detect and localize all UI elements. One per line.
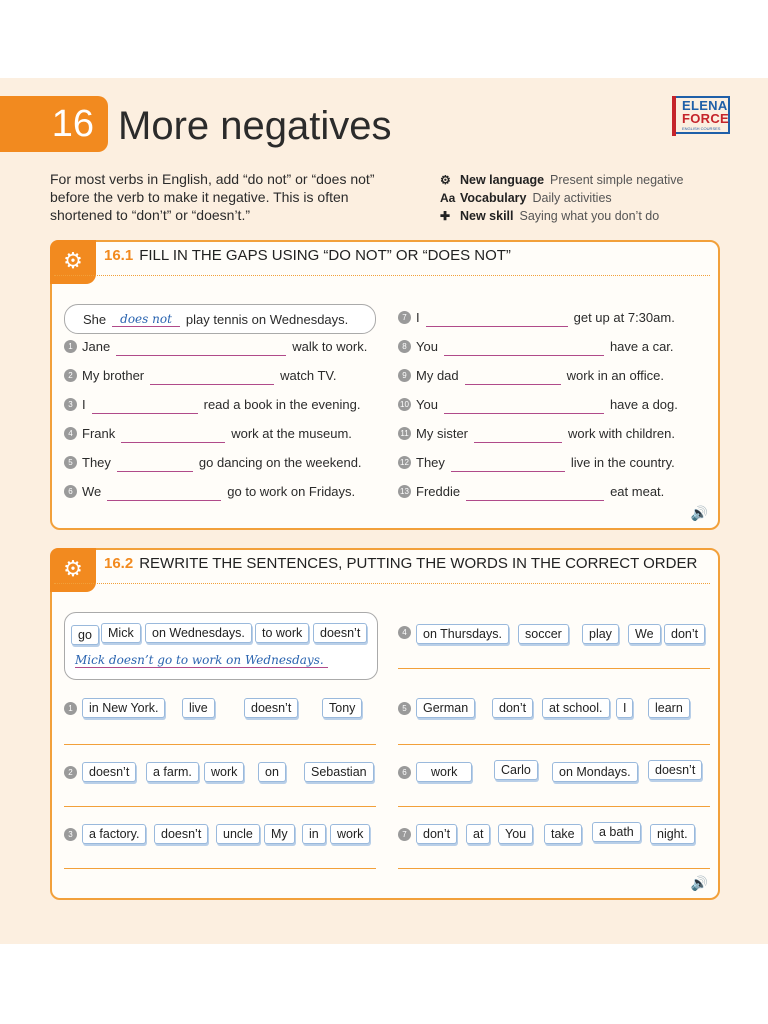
word-tile: play xyxy=(582,624,619,644)
exercise-number: 16.1 xyxy=(104,247,134,264)
item-subject: You xyxy=(416,339,438,354)
speaker-icon[interactable]: 🔊 xyxy=(690,505,708,521)
answer-gap[interactable] xyxy=(474,429,562,443)
item-rest: get up at 7:30am. xyxy=(573,310,675,325)
item-rest: have a dog. xyxy=(609,397,678,412)
info-new-skill xyxy=(440,208,659,224)
example-answer: does not xyxy=(112,312,180,327)
answer-line[interactable] xyxy=(398,744,710,745)
word-tile: live xyxy=(182,698,215,718)
word-tile: soccer xyxy=(518,624,569,644)
item-number-badge: 4 xyxy=(398,626,411,639)
gap-item-1 xyxy=(64,338,367,356)
info-vocabulary xyxy=(440,190,612,206)
item-subject: My sister xyxy=(416,426,468,441)
exercise-title: REWRITE THE SENTENCES, PUTTING THE WORDS IN THE CORRECT ORDER xyxy=(139,555,698,572)
gap-item-6 xyxy=(64,483,355,501)
item-subject: Freddie xyxy=(416,484,461,499)
item-number-badge: 3 xyxy=(64,398,77,411)
example-answer: Mick doesn’t go to work on Wednesdays. xyxy=(75,653,328,668)
word-tile: don’t xyxy=(416,824,457,844)
puzzle-icon: ✚ xyxy=(440,209,451,223)
word-tile: work xyxy=(204,762,244,782)
exercise-number: 16.2 xyxy=(104,555,134,572)
info-value: Saying what you don’t do xyxy=(519,209,660,223)
item-number-badge: 11 xyxy=(398,427,411,440)
item-rest: have a car. xyxy=(609,339,674,354)
gap-item-10 xyxy=(398,396,678,414)
exercise-heading xyxy=(104,555,697,572)
word-tile: Tony xyxy=(322,698,362,718)
exercise-16-2-panel xyxy=(50,548,720,900)
answer-gap[interactable] xyxy=(150,371,274,385)
word-tile: a bath xyxy=(592,822,641,842)
item-subject: They xyxy=(82,455,111,470)
item-rest: go dancing on the weekend. xyxy=(198,455,362,470)
publisher-logo xyxy=(672,96,734,136)
example-sentence xyxy=(64,304,376,334)
item-number-badge: 9 xyxy=(398,369,411,382)
word-tile: in New York. xyxy=(82,698,165,718)
exercise-16-1-panel xyxy=(50,240,720,530)
gap-item-13 xyxy=(398,483,664,501)
answer-gap[interactable] xyxy=(107,487,221,501)
exercise-title: FILL IN THE GAPS USING “DO NOT” OR “DOES NOT” xyxy=(139,247,511,264)
info-new-language xyxy=(440,172,683,188)
item-number-badge: 1 xyxy=(64,340,77,353)
heading-divider xyxy=(54,583,710,584)
logo-line-3: ENGLISH COURSES xyxy=(682,126,721,131)
answer-gap[interactable] xyxy=(451,458,565,472)
item-number-badge: 5 xyxy=(398,702,411,715)
item-number-badge: 12 xyxy=(398,456,411,469)
gap-item-5 xyxy=(64,454,362,472)
gap-item-11 xyxy=(398,425,675,443)
word-tile: Sebastian xyxy=(304,762,374,782)
word-tile: on Wednesdays. xyxy=(145,623,252,643)
word-tile: Mick xyxy=(101,623,141,643)
item-number-badge: 13 xyxy=(398,485,411,498)
word-tile: I xyxy=(616,698,633,718)
item-rest: work with children. xyxy=(568,426,675,441)
word-tile: doesn’t xyxy=(244,698,298,718)
item-rest: work in an office. xyxy=(566,368,664,383)
word-tile: night. xyxy=(650,824,695,844)
word-tile: to work xyxy=(255,623,309,643)
answer-line[interactable] xyxy=(398,868,710,869)
item-number-badge: 5 xyxy=(64,456,77,469)
item-subject: They xyxy=(416,455,445,470)
word-tile: a factory. xyxy=(82,824,146,844)
answer-gap[interactable] xyxy=(465,371,561,385)
word-tile: a farm. xyxy=(146,762,199,782)
word-tile: don’t xyxy=(492,698,533,718)
answer-line[interactable] xyxy=(64,868,376,869)
word-tile: work xyxy=(330,824,370,844)
word-tile: My xyxy=(264,824,295,844)
speaker-icon[interactable]: 🔊 xyxy=(690,875,708,891)
answer-line[interactable] xyxy=(64,806,376,807)
exercise-heading xyxy=(104,247,511,264)
gears-icon: ⚙ xyxy=(440,173,451,187)
word-tile: learn xyxy=(648,698,690,718)
answer-gap[interactable] xyxy=(117,458,193,472)
word-tile: doesn’t xyxy=(154,824,208,844)
info-value: Daily activities xyxy=(532,191,612,205)
item-subject: My brother xyxy=(82,368,145,383)
item-subject: Jane xyxy=(82,339,111,354)
answer-line[interactable] xyxy=(64,744,376,745)
item-rest: walk to work. xyxy=(292,339,368,354)
item-rest: eat meat. xyxy=(610,484,665,499)
item-subject: We xyxy=(82,484,102,499)
unit-title: More negatives xyxy=(118,104,392,148)
word-tile: doesn’t xyxy=(648,760,702,780)
answer-gap[interactable] xyxy=(444,400,604,414)
item-subject: I xyxy=(416,310,420,325)
item-number-badge: 7 xyxy=(398,828,411,841)
word-tile: uncle xyxy=(216,824,260,844)
item-subject: I xyxy=(82,397,86,412)
word-tile: Carlo xyxy=(494,760,538,780)
item-number-badge: 7 xyxy=(398,311,411,324)
gear-icon: ⚙ xyxy=(50,240,96,284)
word-tile: go xyxy=(71,625,99,645)
answer-line[interactable] xyxy=(398,806,710,807)
info-label: Vocabulary xyxy=(460,191,527,205)
heading-divider xyxy=(54,275,710,276)
word-tile: German xyxy=(416,698,475,718)
item-rest: go to work on Fridays. xyxy=(227,484,356,499)
word-tile: on xyxy=(258,762,286,782)
word-tile: doesn’t xyxy=(82,762,136,782)
item-rest: read a book in the evening. xyxy=(203,397,361,412)
info-label: New language xyxy=(460,173,545,187)
item-number-badge: 6 xyxy=(64,485,77,498)
gap-item-4 xyxy=(64,425,352,443)
word-tile: on Mondays. xyxy=(552,762,638,782)
info-label: New skill xyxy=(460,209,514,223)
word-tile: don’t xyxy=(664,624,705,644)
answer-gap[interactable] xyxy=(116,342,286,356)
logo-line-1: ELENA xyxy=(682,98,728,113)
item-subject: You xyxy=(416,397,438,412)
gear-icon: ⚙ xyxy=(50,548,96,592)
gap-item-8 xyxy=(398,338,674,356)
item-number-badge: 2 xyxy=(64,369,77,382)
item-subject: Frank xyxy=(82,426,116,441)
word-tile: take xyxy=(544,824,582,844)
item-rest: watch TV. xyxy=(280,368,337,383)
answer-gap[interactable] xyxy=(444,342,604,356)
word-tile: at school. xyxy=(542,698,610,718)
word-tile: on Thursdays. xyxy=(416,624,509,644)
item-number-badge: 10 xyxy=(398,398,411,411)
word-tile: in xyxy=(302,824,326,844)
gap-item-2 xyxy=(64,367,337,385)
answer-line[interactable] xyxy=(398,668,710,669)
item-number-badge: 3 xyxy=(64,828,77,841)
gap-item-7 xyxy=(398,309,675,327)
answer-gap[interactable] xyxy=(426,313,568,327)
answer-gap[interactable] xyxy=(92,400,198,414)
word-tile: We xyxy=(628,624,661,644)
word-tile: doesn’t xyxy=(313,623,367,643)
logo-line-2: FORCE xyxy=(682,111,729,126)
answer-gap[interactable] xyxy=(466,487,604,501)
example-box xyxy=(64,612,378,680)
item-rest: live in the country. xyxy=(570,455,675,470)
item-number-badge: 1 xyxy=(64,702,77,715)
example-after: play tennis on Wednesdays. xyxy=(185,311,349,327)
item-number-badge: 8 xyxy=(398,340,411,353)
answer-gap[interactable] xyxy=(121,429,225,443)
example-before: She xyxy=(83,311,107,327)
intro-text: For most verbs in English, add “do not” or “does not” before the verb to make it negative. This is often shortened to “don’t” or “doesn’t.” xyxy=(50,171,375,223)
item-rest: work at the museum. xyxy=(231,426,352,441)
info-value: Present simple negative xyxy=(550,173,684,187)
word-tile: work xyxy=(416,762,472,782)
item-number-badge: 4 xyxy=(64,427,77,440)
unit-number: 16 xyxy=(0,96,108,152)
item-number-badge: 6 xyxy=(398,766,411,779)
item-subject: My dad xyxy=(416,368,459,383)
gap-item-12 xyxy=(398,454,675,472)
word-tile: at xyxy=(466,824,490,844)
gap-item-3 xyxy=(64,396,360,414)
word-tile: You xyxy=(498,824,533,844)
gap-item-9 xyxy=(398,367,664,385)
vocabulary-icon: Aa xyxy=(440,191,456,205)
item-number-badge: 2 xyxy=(64,766,77,779)
